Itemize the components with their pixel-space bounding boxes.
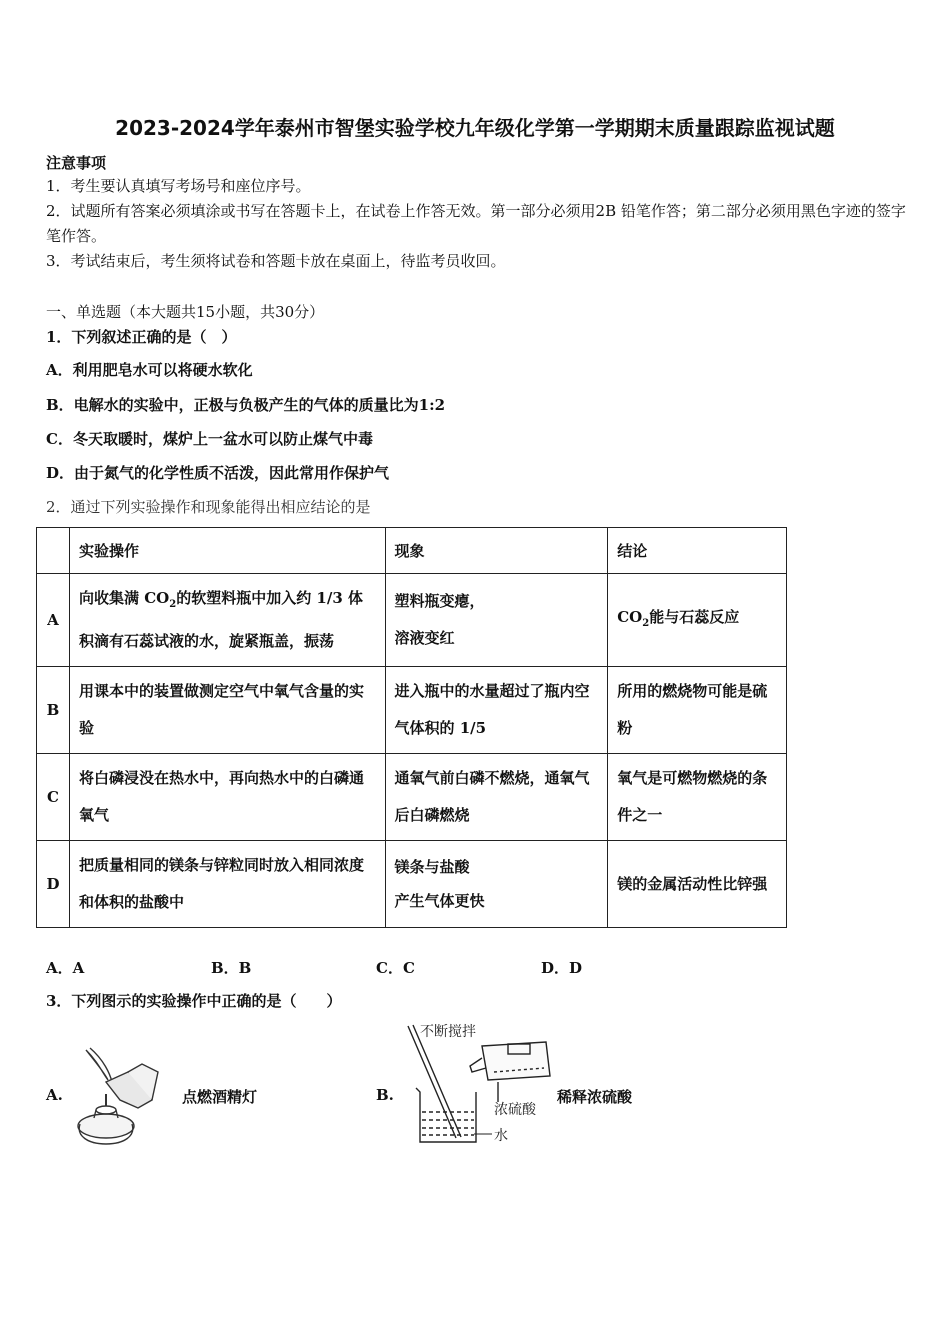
glass-rod-icon (408, 1025, 461, 1138)
row-label: B (37, 667, 70, 754)
table-header-cell: 实验操作 (69, 528, 385, 574)
exam-title: 2023-2024学年泰州市智堡实验学校九年级化学第一学期期末质量跟踪监视试题 (115, 116, 835, 140)
q3-option-a-text: 点燃酒精灯 (182, 1088, 258, 1106)
row-label: A (37, 574, 70, 667)
conclusion-cell (608, 574, 787, 667)
table-header-cell: 结论 (608, 528, 787, 574)
conclusion-cell: 所用的燃烧物可能是硫粉 (608, 667, 787, 754)
notice-item: 2．试题所有答案必须填涂或书写在答题卡上，在试卷上作答无效。第一部分必须用2B 铅笔作答；第二部分必须用黑色字迹的签字笔作答。 (46, 202, 906, 245)
notice-heading: 注意事项 (46, 154, 107, 172)
alcohol-lamp-icon (78, 1048, 158, 1144)
q1-option-a: A．利用肥皂水可以将硬水软化 (46, 361, 253, 379)
conclusion-text: CO (617, 607, 643, 626)
row-label: D (37, 841, 70, 928)
q1-option-b: B．电解水的实验中，正极与负极产生的气体的质量比为1:2 (46, 396, 446, 414)
q3-stem: 3．下列图示的实验操作中正确的是（ ） (46, 992, 342, 1010)
q3-option-a-label: A. (46, 1086, 63, 1104)
alcohol-lamp-figure (68, 1044, 168, 1148)
water-label: 水 (494, 1128, 508, 1144)
answer-option: C．C (376, 959, 415, 977)
notice-list (46, 174, 908, 274)
phenomenon-line: 产生气体更快 (394, 892, 485, 910)
q3-option-b-label: B. (376, 1086, 394, 1104)
q3-option-b-text: 稀释浓硫酸 (557, 1088, 633, 1106)
notice-item: 1．考生要认真填写考场号和座位序号。 (46, 177, 311, 195)
phenomenon-cell: 通氧气前白磷不燃烧，通氧气后白磷燃烧 (385, 754, 608, 841)
answer-option: D．D (541, 959, 583, 977)
phenomenon-line: 镁条与盐酸 (394, 858, 470, 876)
table-row (37, 841, 787, 928)
table-row (37, 574, 787, 667)
operation-cell (69, 574, 385, 667)
phenomenon-cell: 进入瓶中的水量超过了瓶内空气体积的 1/5 (385, 667, 608, 754)
q1-option-d: D．由于氮气的化学性质不活泼，因此常用作保护气 (46, 464, 390, 482)
q1-option-c: C．冬天取暖时，煤炉上一盆水可以防止煤气中毒 (46, 430, 373, 448)
table-row (37, 754, 787, 841)
dilution-figure (400, 1018, 560, 1148)
acid-label: 浓硫酸 (494, 1102, 536, 1118)
phenomenon-cell (385, 841, 608, 928)
notice-item: 3．考试结束后，考生须将试卷和答题卡放在桌面上，待监考员收回。 (46, 252, 506, 270)
operation-text: 的软塑料瓶中加入约 1/3 体积滴有石蕊试液的水，旋紧瓶盖，振荡 (78, 589, 363, 650)
table-row (37, 667, 787, 754)
section-heading: 一、单选题（本大题共15小题，共30分） (46, 303, 325, 321)
operation-cell: 将白磷浸没在热水中，再向热水中的白磷通氧气 (69, 754, 385, 841)
operation-cell: 把质量相同的镁条与锌粒同时放入相同浓度和体积的盐酸中 (69, 841, 385, 928)
experiment-table (36, 527, 787, 928)
conclusion-text: 能与石蕊反应 (649, 607, 740, 626)
subscript: 2 (169, 599, 177, 610)
phenomenon-line: 塑料瓶变瘪， (394, 592, 485, 610)
row-label: C (37, 754, 70, 841)
q1-stem: 1．下列叙述正确的是（ ） (46, 328, 237, 346)
answer-option: B．B (211, 959, 252, 977)
table-header-cell: 现象 (385, 528, 608, 574)
subscript: 2 (642, 617, 650, 629)
table-header-cell (37, 528, 70, 574)
table-header-row (37, 528, 787, 574)
operation-cell: 用课本中的装置做测定空气中氧气含量的实验 (69, 667, 385, 754)
conclusion-cell: 镁的金属活动性比锌强 (608, 841, 787, 928)
stir-label: 不断搅拌 (420, 1024, 476, 1040)
phenomenon-cell (385, 574, 608, 667)
q2-stem: 2．通过下列实验操作和现象能得出相应结论的是 (46, 498, 371, 516)
phenomenon-line: 溶液变红 (394, 629, 455, 647)
operation-text: 向收集满 CO (78, 589, 170, 607)
conclusion-cell: 氧气是可燃物燃烧的条件之一 (608, 754, 787, 841)
acid-bottle-icon (470, 1042, 550, 1102)
answer-option: A．A (46, 959, 85, 977)
